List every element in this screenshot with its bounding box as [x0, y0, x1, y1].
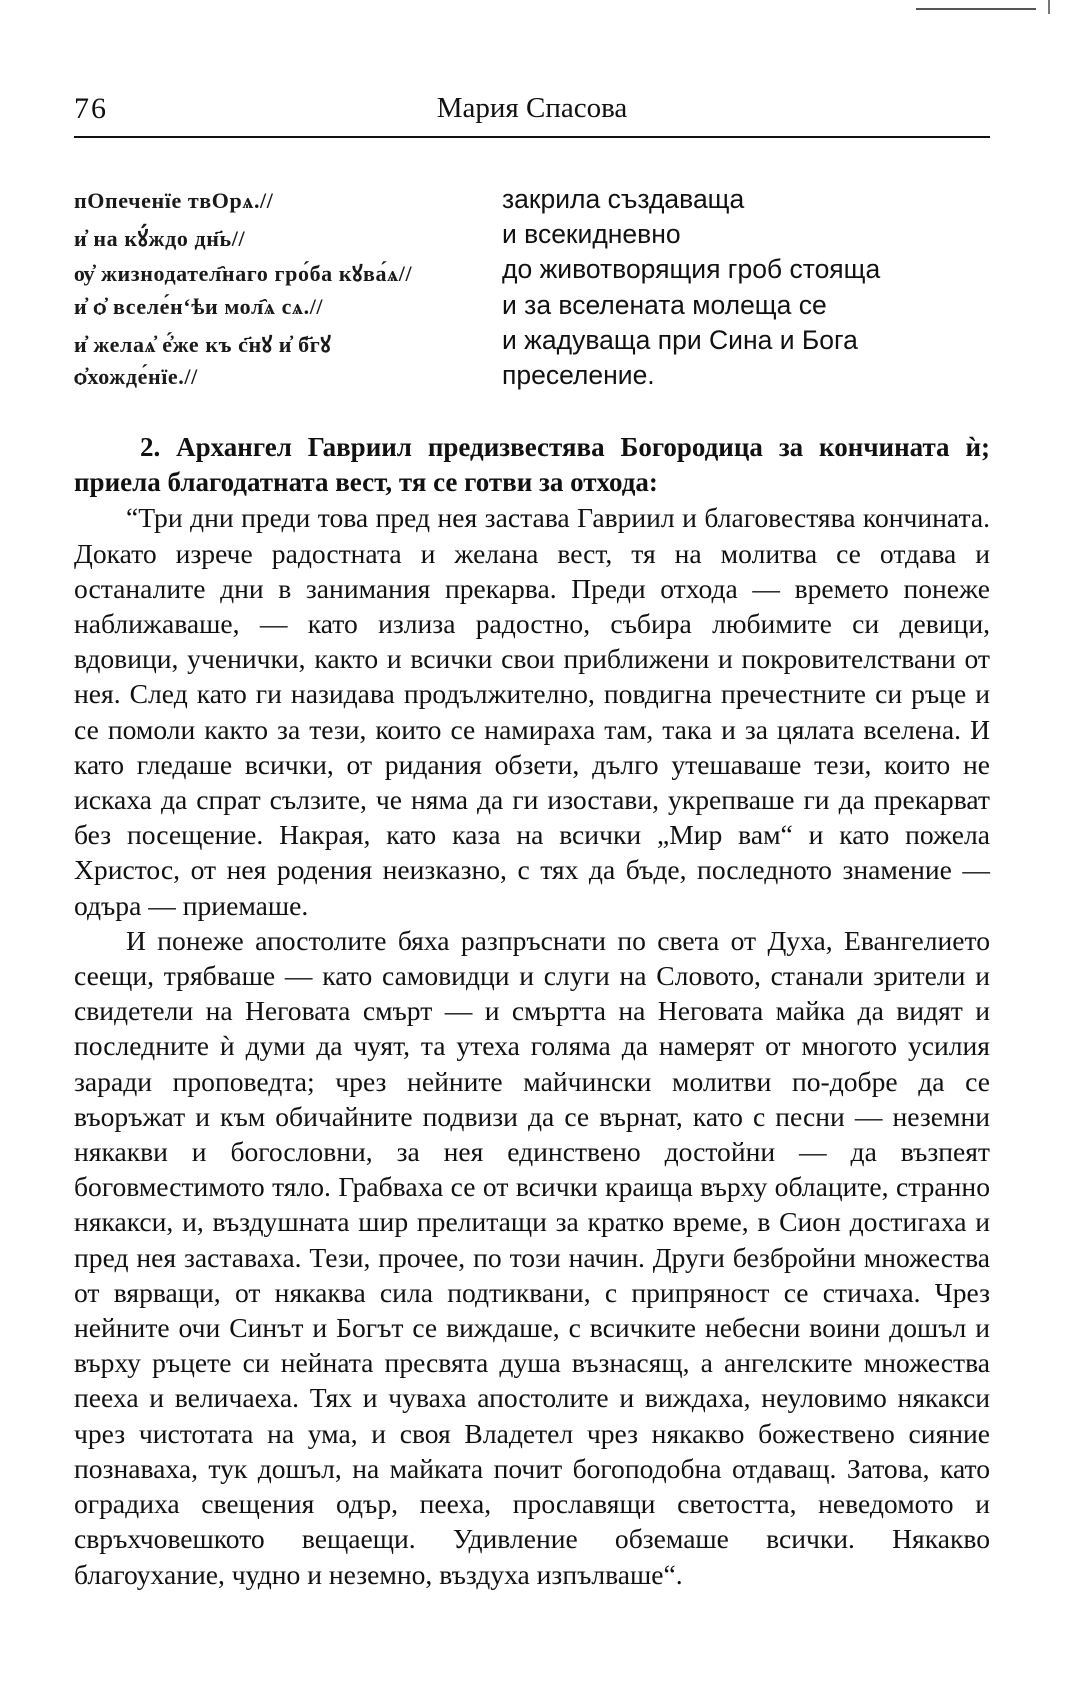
- scan-edge-mark: [1048, 0, 1050, 14]
- scan-edge-line: [916, 8, 1036, 10]
- section-heading: 2. Архангел Гавриил предизвестява Богородица за кончината ѝ; приела благодатната вест, тя се готви за отхода:: [74, 432, 990, 498]
- parallel-row: [74, 360, 990, 395]
- section-body: [74, 430, 990, 1592]
- bulgarian-line: и жадуваща при Сина и Бога: [502, 324, 858, 355]
- slavonic-line: пОпеченїе твОрѧ.//: [74, 188, 274, 213]
- slavonic-line: ѻ҆хожде́нїе.//: [74, 363, 198, 389]
- parallel-row: [74, 184, 990, 219]
- parallel-row: [74, 325, 990, 360]
- bulgarian-line: до животворящия гроб стояща: [502, 254, 881, 285]
- bulgarian-line: и за вселената молеща се: [502, 289, 827, 320]
- parallel-row: [74, 254, 990, 289]
- page-header: [74, 92, 990, 138]
- running-title: Мария Спасова: [436, 92, 628, 124]
- parallel-row: [74, 219, 990, 254]
- body-paragraph: “Три дни преди това пред нея застава Гавриил и благовестява кончината. Докато изрече радостната и желана вест, тя на молитва се отдава и останалите дни в занимания прекарва. Преди отхода — времето понеже наближаваше, — като излиза радостно, събира любимите си девици, вдовици, ученички, както и всички свои приближени и покровителствани от нея. След като ги назидава продължително, повдигна пречестните си ръце и се помоли както за тези, които се намираха там, така и за цялата вселена. И като гледаше всички, от ридания обзети, дълго утешаваше тези, които не искаха да спрат сълзите, че няма да ги изостави, укрепваше ги да прекарват без посещение. Накрая, като каза на всички „Мир вам“ и като пожела Христос, от нея родения неизказно, с тях да бъде, последното знамение — одъра — приемаше.: [74, 502, 990, 921]
- slavonic-line: и҆ ѻ҆ вселе́н‘ѣи мол҄ѧ сѧ.//: [74, 293, 324, 319]
- body-paragraph: И понеже апостолите бяха разпръснати по света от Духа, Евангелието сеещи, трябваше — като самовидци и слуги на Словото, станали зрители и свидетели на Неговата смърт — и смъртта на Неговата майка да видят и последните ѝ думи да чуят, та утеха голяма да намерят от многото усилия заради проповедта; чрез нейните майчински молитви по-добре да се въоръжат и към обичайните подвизи да се върнат, като с песни — неземни някакви и богословни, за нея единствено достойни — да възпеят боговместимото тяло. Грабваха се от всички краища върху облаците, странно някакси, и, въздушната шир прелитащи за кратко време, в Сион достигаха и пред нея заставаха. Тези, прочее, по този начин. Други безбройни множества от вярващи, от някаква сила подтиквани, с припряност се стичаха. Чрез нейните очи Синът и Богът се виждаше, с всичките небесни воини дошъл и върху ръцете си нейната пресвята душа възнасящ, а ангелските множества пееха и величаеха. Тях и чуваха апостолите и виждаха, неуловимо някакси чрез чистотата на ума, и своя Владетел чрез някакво божествено сияние познаваха, тук дошъл, на майката почит богоподобна отдаващ. Затова, като оградиха свещения одър, пееха, прославящи светостта, неведомото и свръхчовешкото вещаещи. Удивление обземаше всички. Някакво благоухание, чудно и неземно, въздуха изпълваше“.: [74, 924, 990, 1590]
- parallel-row: [74, 290, 990, 325]
- slavonic-line: ѹ҆ жизнодател҄наго гро́ба кꙋва́ѧ//: [74, 261, 413, 287]
- bulgarian-line: и всекидневно: [502, 219, 681, 250]
- bulgarian-line: закрила създаваща: [502, 184, 745, 214]
- slavonic-line: и҆ желаѧ҆ е҆́же къ с҃нꙋ и҆ б҃гꙋ: [74, 331, 332, 357]
- parallel-text-block: [74, 184, 990, 395]
- bulgarian-line: преселение.: [502, 359, 655, 390]
- page-number: 76: [74, 92, 108, 125]
- slavonic-line: и҆ на кꙋ́ждо дн҃ь//: [74, 226, 246, 252]
